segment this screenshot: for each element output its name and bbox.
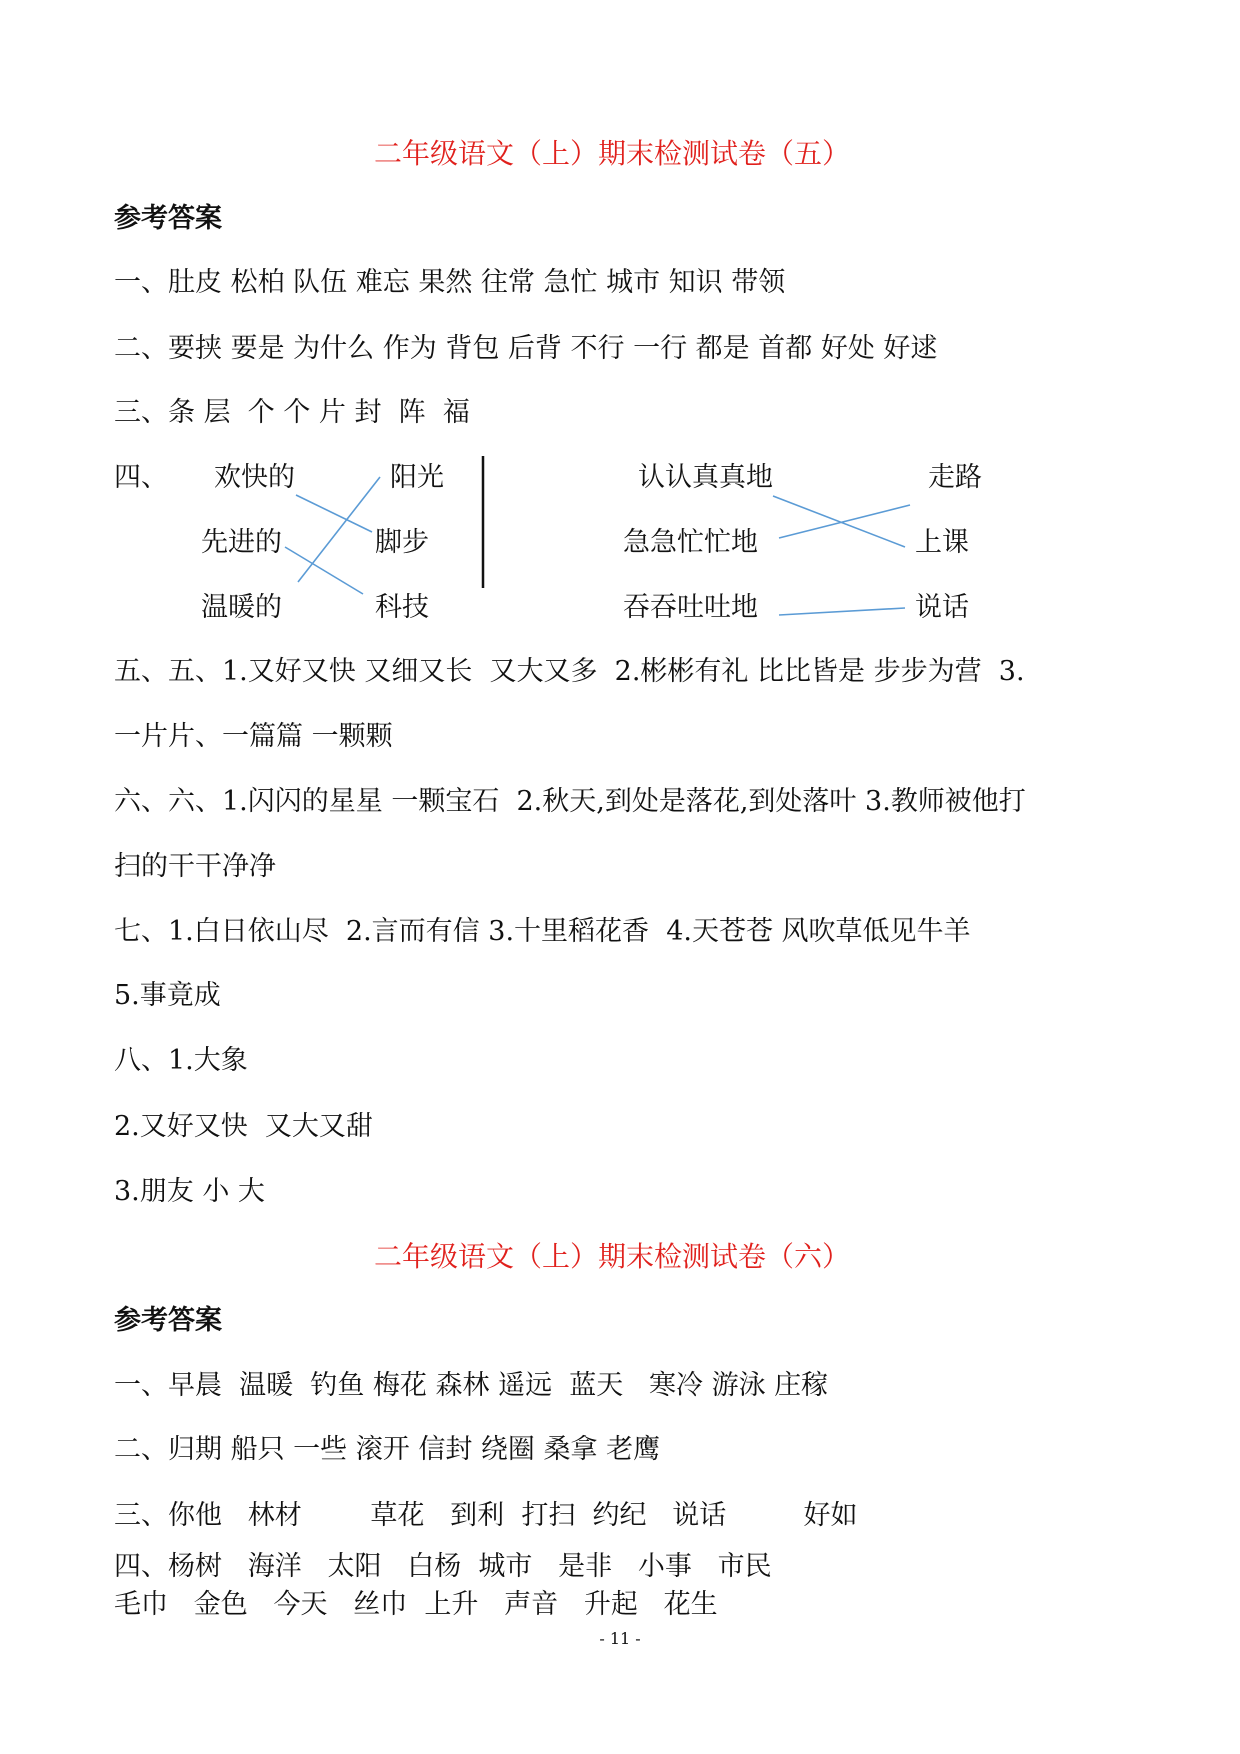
match-line (773, 496, 905, 547)
match-line (285, 547, 363, 594)
match-right-word: 吞吞吐吐地 (623, 592, 758, 623)
match-left-word: 温暖的 (201, 592, 282, 623)
exam5-title: 二年级语文（上）期末检测试卷（五） (373, 137, 850, 170)
match-right-target: 走路 (928, 462, 982, 493)
match-line (779, 608, 905, 615)
exam5-q8-line1: 八、1.大象 (114, 1045, 248, 1076)
match-right-word: 认认真真地 (638, 462, 773, 493)
exam6-q4-line2: 毛巾 金色 今天 丝巾 上升 声音 升起 花生 (114, 1589, 718, 1620)
match-right-target: 上课 (915, 527, 969, 558)
q4-label: 四、 (114, 462, 168, 493)
exam6-q4-line1: 四、杨树 海洋 太阳 白杨 城市 是非 小事 市民 (114, 1551, 772, 1582)
exam5-q7-line1: 七、1.白日依山尽 2.言而有信 3.十里稻花香 4.天苍苍 风吹草低见牛羊 (114, 916, 971, 947)
match-left-target: 阳光 (390, 462, 444, 493)
exam5-q3: 三、条 层 个 个 片 封 阵 福 (114, 397, 470, 428)
match-line (779, 505, 910, 538)
exam5-q6-line2: 扫的干干净净 (114, 851, 276, 882)
exam5-q6-line1: 六、六、1.闪闪的星星 一颗宝石 2.秋天,到处是落花,到处落叶 3.教师被他打 (114, 786, 1026, 817)
match-left-word: 先进的 (201, 527, 282, 558)
exam6-q1: 一、早晨 温暖 钓鱼 梅花 森林 遥远 蓝天 寒冷 游泳 庄稼 (114, 1370, 829, 1401)
exam5-q5-line2: 一片片、一篇篇 一颗颗 (114, 721, 393, 752)
exam5-q7-line2: 5.事竟成 (114, 980, 221, 1011)
match-right-word: 急急忙忙地 (623, 527, 758, 558)
exam5-q2: 二、要挟 要是 为什么 作为 背包 后背 不行 一行 都是 首都 好处 好逑 (114, 333, 938, 364)
match-right-target: 说话 (915, 592, 969, 623)
match-left-target: 脚步 (375, 527, 429, 558)
exam5-q5-line1: 五、五、1.又好又快 又细又长 又大又多 2.彬彬有礼 比比皆是 步步为营 3. (114, 656, 1025, 687)
match-left-target: 科技 (375, 592, 429, 623)
exam6-subtitle: 参考答案 (114, 1305, 222, 1336)
exam5-q1: 一、肚皮 松柏 队伍 难忘 果然 往常 急忙 城市 知识 带领 (114, 267, 786, 298)
exam6-q3: 三、你他 林材 草花 到利 打扫 约纪 说话 好如 (114, 1500, 858, 1531)
exam6-q2: 二、归期 船只 一些 滚开 信封 绕圈 桑拿 老鹰 (114, 1434, 661, 1465)
page-number: - 11 - (599, 1629, 641, 1648)
exam5-subtitle: 参考答案 (114, 203, 222, 234)
match-left-word: 欢快的 (214, 462, 295, 493)
exam5-q8-line2: 2.又好又快 又大又甜 (114, 1111, 373, 1142)
matching-lines (0, 0, 1240, 700)
exam5-q8-line3: 3.朋友 小 大 (114, 1176, 265, 1207)
exam6-title: 二年级语文（上）期末检测试卷（六） (373, 1240, 850, 1273)
